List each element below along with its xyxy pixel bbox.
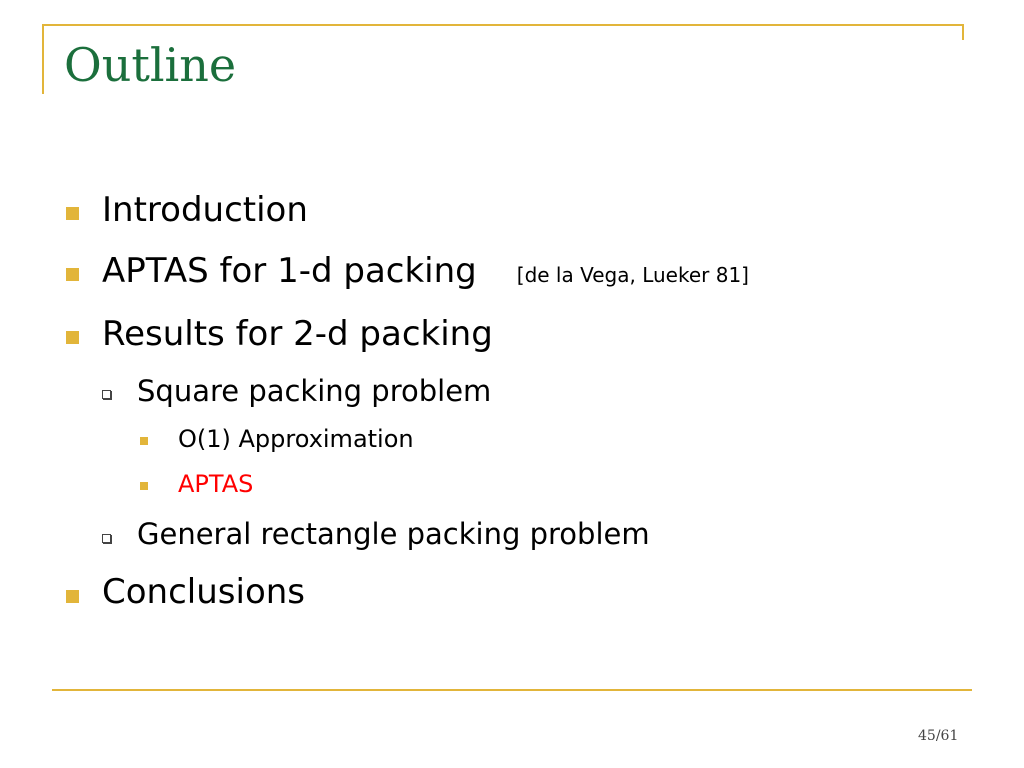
outline-item-aptas-1d-label: APTAS for 1-d packing (102, 251, 477, 291)
square-bullet-icon (140, 482, 148, 490)
outline-item-aptas-1d (102, 251, 749, 291)
square-bullet-icon (66, 590, 79, 603)
outline-item-introduction: Introduction (102, 190, 308, 230)
outline-item-general-rectangle: General rectangle packing problem (137, 517, 650, 551)
hollow-square-bullet-icon (102, 390, 111, 399)
outline-item-conclusions: Conclusions (102, 572, 306, 612)
outline-item-square-packing: Square packing problem (137, 374, 492, 408)
outline-item-aptas-square: APTAS (178, 470, 254, 498)
outline-item-o1-approximation: O(1) Approximation (178, 425, 414, 453)
page-number: 45/61 (918, 728, 959, 744)
square-bullet-icon (140, 437, 148, 445)
citation: [de la Vega, Lueker 81] (516, 263, 749, 287)
slide-title: Outline (64, 38, 237, 92)
square-bullet-icon (66, 207, 79, 220)
slide-frame-right-line (962, 24, 964, 40)
slide-frame-top-line (42, 24, 964, 26)
hollow-square-bullet-icon (102, 534, 111, 543)
footer-divider (52, 689, 972, 691)
slide-frame-left-line (42, 24, 44, 94)
square-bullet-icon (66, 268, 79, 281)
outline-item-results-2d: Results for 2-d packing (102, 314, 493, 354)
square-bullet-icon (66, 331, 79, 344)
